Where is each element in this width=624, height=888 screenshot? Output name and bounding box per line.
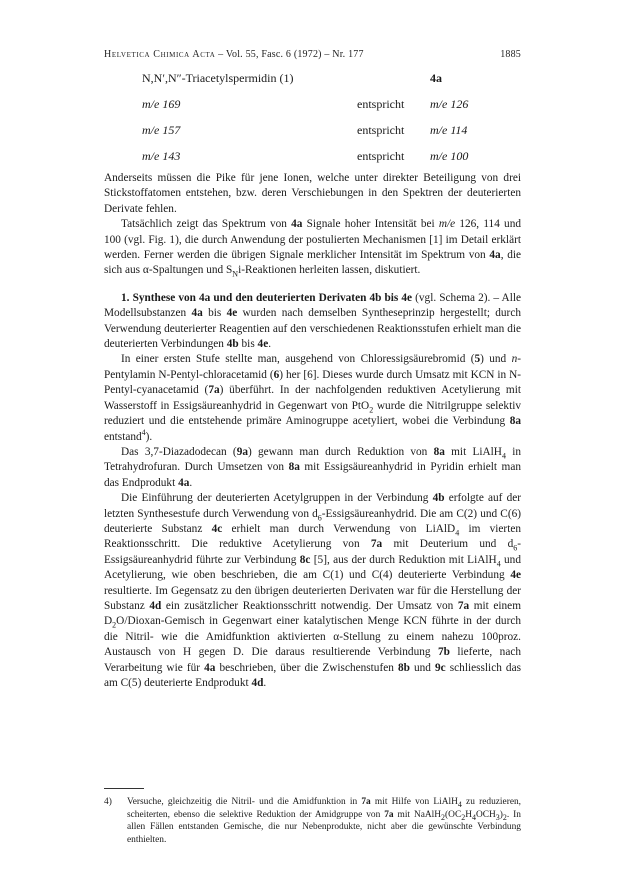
text-run: (vgl. Schema 2). – Alle Modellsubstanzen bbox=[104, 291, 521, 320]
subscript: 2 bbox=[461, 812, 466, 822]
text-run: im vierten Reaktionsschritt. Die reduktive Acetylierung von bbox=[104, 522, 521, 551]
text-run: ) gewann man durch Reduktion von bbox=[248, 445, 434, 458]
compound-ref: 9c bbox=[435, 661, 446, 674]
text-run: mit Deuterium und d bbox=[382, 538, 514, 551]
text-run: Versuche, gleichzeitig die Nitril- und die Amidfunktion in bbox=[127, 797, 362, 807]
subscript: 2 bbox=[502, 812, 507, 822]
text-run: Die Einführung der deuterierten Acetylgruppen in der Verbindung bbox=[121, 492, 433, 505]
table-row bbox=[142, 97, 472, 123]
compound-ref: 4c bbox=[211, 522, 223, 535]
text-run: , die sich aus α-Spaltungen und S bbox=[104, 249, 522, 277]
text-run: mit NaAlH bbox=[393, 809, 442, 820]
table-header-row bbox=[142, 71, 472, 97]
compound-ref: 4e bbox=[510, 569, 521, 582]
compound-ref: 4e bbox=[257, 338, 269, 351]
table-cell-relation: entspricht bbox=[357, 123, 405, 137]
footnote-divider bbox=[104, 788, 144, 789]
paragraph bbox=[104, 445, 521, 491]
text-run: beschrieben, über die Zwischenstufen bbox=[215, 661, 398, 674]
paragraph bbox=[104, 352, 521, 444]
subscript: 4 bbox=[455, 528, 460, 538]
compound-ref: 7a bbox=[361, 797, 371, 807]
compound-ref: 8a bbox=[433, 445, 445, 458]
compound-ref: 8a bbox=[509, 415, 521, 428]
mass-spectra-table bbox=[142, 71, 472, 175]
text-run: -Pentylamin N-Pentyl-chloracetamid ( bbox=[104, 353, 521, 381]
text-run: . bbox=[263, 677, 267, 689]
table-cell-right: m/e 100 bbox=[430, 149, 469, 163]
text-run: mit Hilfe von LiAlH bbox=[370, 797, 458, 807]
compound-ref: 8a bbox=[288, 461, 300, 474]
compound-ref: 7a bbox=[457, 599, 470, 612]
table-cell-right: m/e 126 bbox=[430, 97, 469, 111]
footnote-mark: 4) bbox=[104, 797, 112, 807]
subscript: 4 bbox=[471, 812, 476, 822]
body-text bbox=[104, 171, 521, 691]
text-run: und Acetylierung, wie oben beschrieben, die am C(1) und C(4) deuterierte Verbindung bbox=[104, 553, 521, 582]
text-run: . bbox=[268, 338, 272, 351]
paragraph bbox=[104, 491, 521, 691]
section-title: 1. Synthese von 4a und den deuterierten Derivaten 4b bis 4e bbox=[121, 291, 413, 304]
text-run: und bbox=[409, 661, 436, 674]
text-run: wurde die Nitrilgruppe selektiv reduziert und die entstehende primäre Aminogruppe acetyliert, wobei die Verbindung bbox=[104, 399, 522, 428]
compound-ref: 4b bbox=[226, 338, 239, 351]
section-paragraph bbox=[104, 291, 521, 353]
journal-name: Helvetica Chimica Acta bbox=[104, 49, 216, 60]
compound-ref: 5 bbox=[474, 353, 481, 366]
compound-left: N,N′,N″-Triacetylspermidin (1) bbox=[142, 71, 294, 85]
text-run: mit Essigsäureanhydrid in Pyridin erhielt man das Endprodukt bbox=[104, 461, 521, 489]
text-run: ) her [6]. Dieses wurde durch Umsatz mit KCN in N-Pentyl-cyanacetamid ( bbox=[104, 368, 521, 397]
compound-ref: 7a bbox=[370, 538, 383, 551]
subscript: N bbox=[232, 269, 239, 279]
text-run: erfolgte auf der letzten Synthesestufe durch Verwendung von d bbox=[104, 492, 521, 520]
text-run: erhielt man durch Verwendung von LiAlD bbox=[222, 522, 456, 535]
table-cell-left: m/e 157 bbox=[142, 123, 181, 137]
text-run: OCH bbox=[475, 809, 496, 820]
page-number: 1885 bbox=[500, 49, 521, 60]
text-run: (OC bbox=[445, 809, 462, 820]
text-run: O/Dioxan-Gemisch in Gegenwart einer katalytischen Menge KCN führte in der durch die Nitril- wie die Amidfunktion aktivierten α-Stellung zu einem nahezu 100proz. Austausch von H gegen D. Die daraus resultierende Verbindung bbox=[104, 615, 521, 659]
running-title bbox=[104, 49, 364, 60]
compound-right: 4a bbox=[430, 71, 442, 85]
text-run: wurden nach demselben Syntheseprinzip hergestellt; durch Verwendung deuterierter Reagentien auf den verschiedenen Reaktionsstufen erhielt man die deuterierten Verbindungen bbox=[104, 307, 521, 351]
text-run: -Essigsäureanhydrid führte zur Verbindung bbox=[104, 538, 521, 566]
paragraph: Anderseits müssen die Pike für jene Ionen, welche unter direkter Beteiligung von drei Stickstoffatomen entstehen, bzw. deren Verschiebungen in den Spektren der deuterierten Derivate fehlen. bbox=[104, 172, 521, 215]
text-run: lieferte, nach Verarbeitung wie für bbox=[104, 646, 521, 674]
table-cell-relation: entspricht bbox=[357, 149, 405, 163]
paragraph bbox=[104, 217, 521, 279]
text-run: . In allen Fällen entstanden Gemische, die nur Nebenprodukte, nicht aber die gewünschte Verbindung enthielten. bbox=[127, 809, 521, 845]
table-cell-left: m/e 143 bbox=[142, 149, 181, 163]
issue-info: – Vol. 55, Fasc. 6 (1972) – Nr. 177 bbox=[215, 49, 364, 60]
compound-ref: 9a bbox=[236, 445, 248, 458]
compound-ref: 8b bbox=[397, 661, 410, 674]
compound-ref: 7a bbox=[384, 809, 394, 820]
subscript: 2 bbox=[441, 812, 446, 822]
compound-ref: 7b bbox=[437, 646, 450, 659]
compound-ref: 4d bbox=[251, 677, 264, 689]
subscript: 6 bbox=[317, 512, 322, 522]
text-run: bis bbox=[202, 307, 227, 320]
text-run: n bbox=[511, 353, 518, 366]
table-cell-relation: entspricht bbox=[357, 97, 405, 111]
compound-ref: 4b bbox=[432, 492, 445, 505]
table-row bbox=[142, 123, 472, 149]
text-run: i-Reaktionen herleiten lassen, diskutiert. bbox=[238, 264, 421, 277]
text-run: Das 3,7-Diazadodecan ( bbox=[121, 445, 237, 458]
subscript: 4 bbox=[501, 451, 506, 461]
text-run: mit einem D bbox=[104, 599, 521, 628]
compound-ref: 4a bbox=[291, 218, 303, 231]
text-run: ) und bbox=[480, 353, 512, 366]
text-run: ). bbox=[145, 430, 153, 443]
compound-ref: 8c bbox=[299, 553, 311, 566]
text-run: m/e bbox=[438, 218, 456, 231]
compound-ref: 4d bbox=[149, 599, 162, 612]
compound-ref: 4a bbox=[178, 476, 190, 489]
text-run: in Tetrahydrofuran. Durch Umsetzen von bbox=[104, 445, 521, 474]
table-cell-right: m/e 114 bbox=[430, 123, 468, 137]
footnote-text bbox=[127, 796, 521, 846]
table-cell-left: m/e 169 bbox=[142, 97, 181, 111]
compound-ref: 4a bbox=[191, 307, 203, 320]
footnote-ref: 4 bbox=[141, 427, 146, 437]
subscript: 2 bbox=[112, 620, 117, 630]
text-run: Tatsächlich zeigt das Spektrum von bbox=[121, 218, 292, 231]
footnote bbox=[104, 796, 521, 846]
compound-ref: 7a bbox=[208, 384, 220, 397]
text-run: [5], aus der durch Reduktion mit LiAlH bbox=[310, 553, 497, 566]
text-run: ) bbox=[499, 809, 503, 820]
text-run: bis bbox=[238, 338, 258, 351]
subscript: 2 bbox=[369, 404, 374, 414]
compound-ref: 4e bbox=[226, 307, 238, 320]
compound-ref: 6 bbox=[273, 368, 280, 381]
text-run: resultierte. Im Gegensatz zu den übrigen deuterierten Derivaten war für die Herstellung der Substanz bbox=[104, 584, 521, 612]
text-run: Signale hoher Intensität bei bbox=[302, 218, 439, 231]
text-run: In einer ersten Stufe stellte man, ausgehend von Chloressigsäurebromid ( bbox=[121, 353, 475, 366]
text-run: entstand bbox=[104, 430, 142, 443]
text-run: H bbox=[465, 809, 472, 820]
subscript: 4 bbox=[496, 559, 501, 568]
subscript: 4 bbox=[457, 799, 462, 809]
text-run: ein zusätzlicher Reaktionsschritt notwendig. Der Umsatz von bbox=[161, 599, 458, 612]
subscript: 6 bbox=[513, 543, 518, 553]
compound-ref: 4a bbox=[489, 249, 501, 262]
text-run: schliesslich das am C(5) deuterierte Endprodukt bbox=[104, 661, 521, 689]
text-run: . bbox=[189, 476, 193, 489]
text-run: mit LiAlH bbox=[444, 445, 502, 458]
text-run: zu reduzieren, scheiterten, ebenso die selektive Reduktion der Amidgruppe von bbox=[127, 797, 522, 820]
subscript: 3 bbox=[495, 812, 500, 822]
text-run: 126, 114 und 100 (vgl. Fig. 1), die durch Anwendung der postulierten Mechanismen [1] im Detail erklärt werden. Ferner werden die übrigen Signale merklicher Intensität im Spektrum von bbox=[104, 218, 521, 262]
text-run: -Essigsäureanhydrid. Die am C(2) und C(6) deuterierte Substanz bbox=[104, 507, 521, 535]
text-run: ) überführt. In der nachfolgenden reduktiven Acetylierung mit Wasserstoff in Essigsäureanhydrid in Gegenwart von PtO bbox=[104, 384, 521, 412]
compound-ref: 4a bbox=[204, 661, 216, 674]
